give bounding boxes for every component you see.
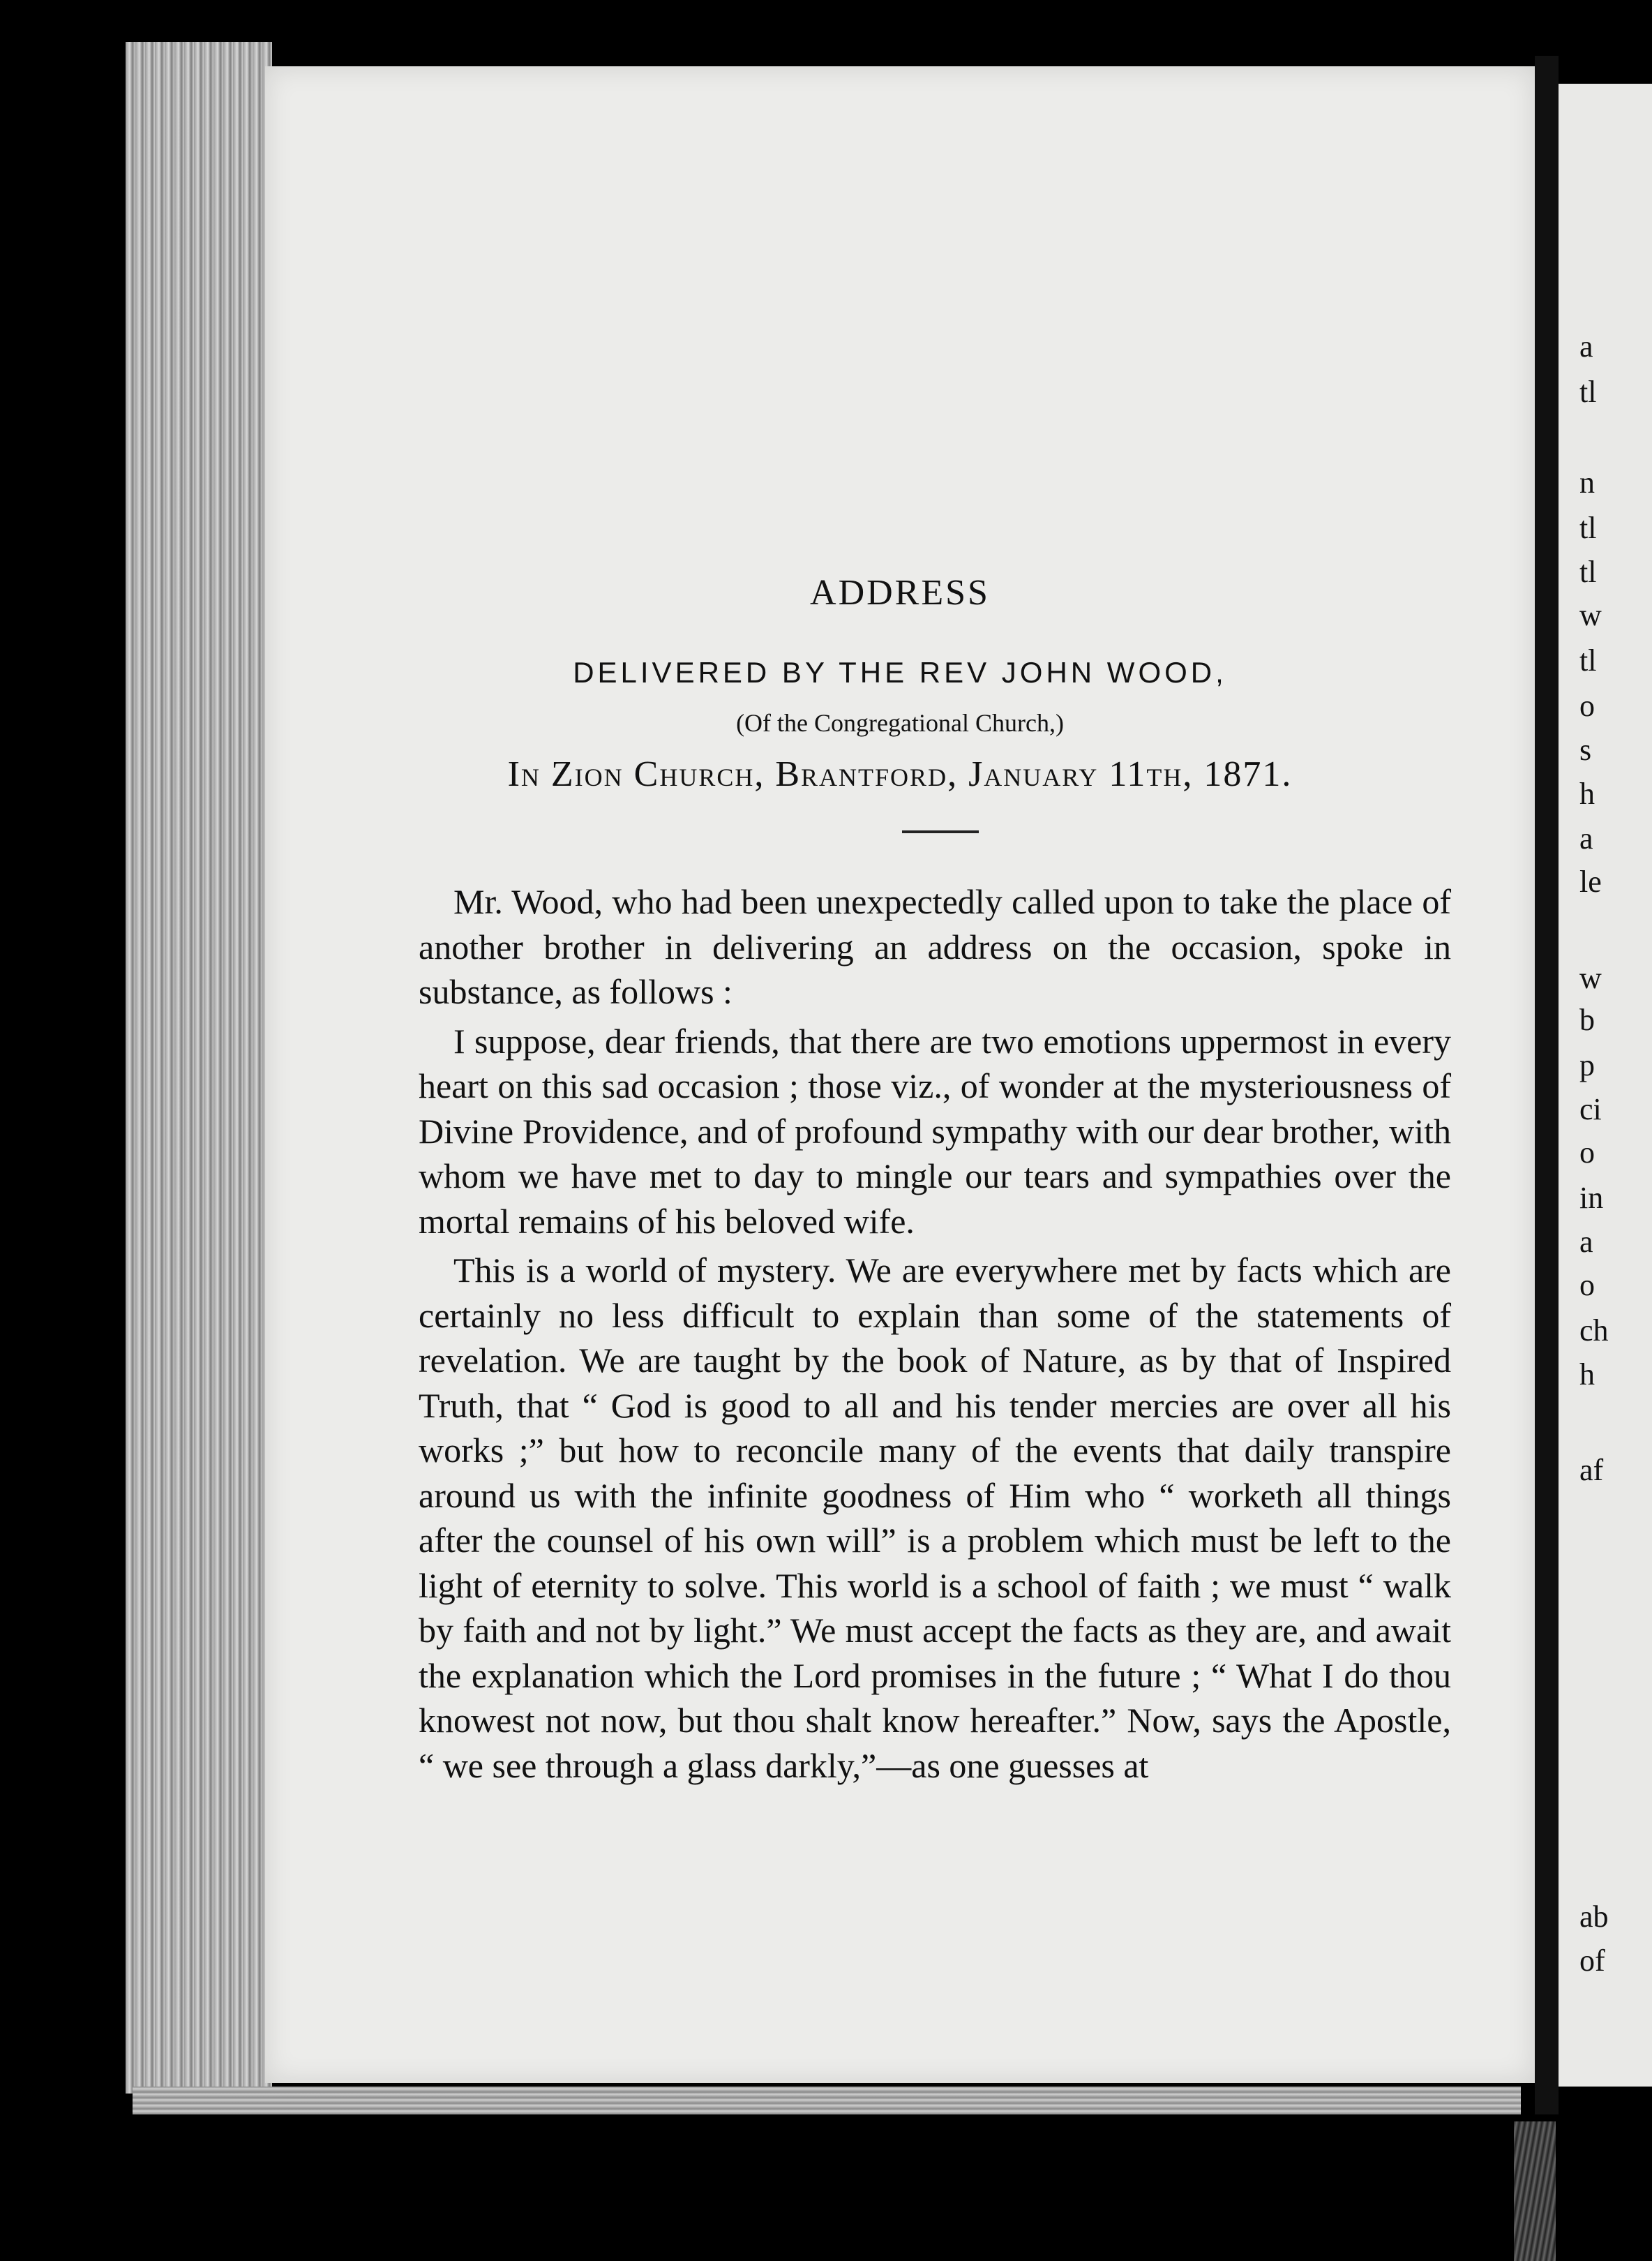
fragment: ch bbox=[1579, 1313, 1609, 1348]
fragment: af bbox=[1579, 1453, 1604, 1487]
fragment: a bbox=[1579, 1225, 1593, 1259]
paragraph-2: I suppose, dear friends, that there are two emotions uppermost in every heart on this sad occasion ; those viz., of wonder at the mysteriousness of Divine Providence, and of profound sympathy with our dear brother, with whom we have met to day to mingle our tears and sympathies over the mortal remains of his beloved wife. bbox=[419, 1021, 1451, 1241]
fragment: o bbox=[1579, 689, 1595, 723]
fragment: a bbox=[1579, 821, 1593, 856]
fragment: o bbox=[1579, 1268, 1595, 1302]
body-text bbox=[419, 879, 1451, 1788]
fragment: w bbox=[1579, 598, 1602, 632]
fragment: ab bbox=[1579, 1900, 1609, 1934]
fragment: tl bbox=[1579, 643, 1597, 678]
fragment: h bbox=[1579, 1357, 1595, 1391]
fragment: h bbox=[1579, 777, 1595, 811]
page-stack-bottom bbox=[133, 2087, 1521, 2114]
fragment: le bbox=[1579, 865, 1602, 899]
page-content bbox=[265, 66, 1535, 2083]
page-subtitle: DELIVERED BY THE REV JOHN WOOD, bbox=[573, 656, 1227, 689]
book-page bbox=[265, 66, 1535, 2083]
place-date-line: In Zion Church, Brantford, January 11th, 1871. bbox=[507, 754, 1293, 794]
fragment: tl bbox=[1579, 375, 1597, 409]
fragment: tl bbox=[1579, 555, 1597, 589]
section-rule bbox=[902, 830, 979, 833]
fragment: of bbox=[1579, 1943, 1605, 1978]
paragraph-3: This is a world of mystery. We are everywhere met by facts which are certainly no less difficult to explain than some of the statements of revelation. We are taught by the book of Nature, as by that of Inspired Truth, that “ God is good to all and his tender mercies are over all his works ;” but how to reconcile many of the events that daily transpire around us with the infinite goodness of Him who “ worketh all things after the counsel of his own will” is a problem which must be left to the light of eternity to solve. This world is a school of faith ; we must “ walk by faith and not by light.” We must accept the facts as they are, and await the explanation which the Lord promises in the future ; “ What I do thou knowest not now, but thou shalt know hereafter.” Now, says the Apostle, “ we see through a glass darkly,”—as one guesses at bbox=[419, 1251, 1451, 1785]
fragment: o bbox=[1579, 1135, 1595, 1170]
fragment: b bbox=[1579, 1003, 1595, 1037]
fragment: ci bbox=[1579, 1092, 1602, 1126]
book-gutter bbox=[1535, 56, 1559, 2114]
fragment: n bbox=[1579, 465, 1595, 500]
fragment: s bbox=[1579, 733, 1592, 767]
paragraph-1: Mr. Wood, who had been unexpectedly called upon to take the place of another brother in delivering an address on the occasion, spoke in substance, as follows : bbox=[419, 882, 1451, 1011]
page-stack-edges bbox=[126, 42, 272, 2094]
fragment: in bbox=[1579, 1181, 1604, 1215]
fragment: w bbox=[1579, 961, 1602, 995]
fragment: p bbox=[1579, 1048, 1595, 1082]
fragment: a bbox=[1579, 329, 1593, 364]
facing-page-edge bbox=[1559, 84, 1652, 2087]
bookmark-ribbon bbox=[1514, 2121, 1556, 2261]
church-line: (Of the Congregational Church,) bbox=[736, 709, 1064, 737]
page-title: ADDRESS bbox=[810, 573, 990, 613]
fragment: tl bbox=[1579, 511, 1597, 545]
